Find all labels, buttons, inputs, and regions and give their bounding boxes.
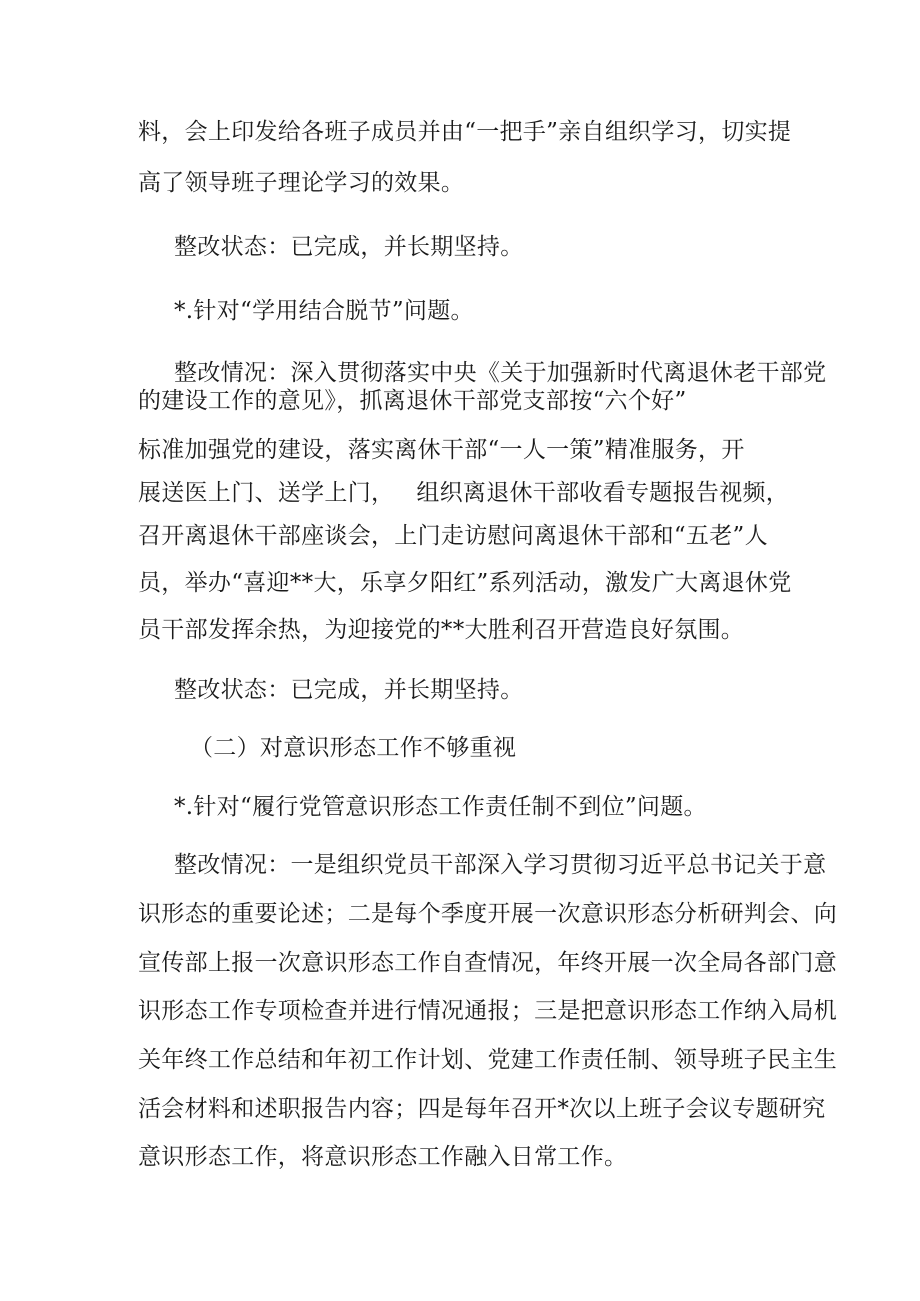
paragraph-line: 宣传部上报一次意识形态工作自查情况，年终开展一次全局各部门意: [138, 950, 837, 976]
paragraph-line: 标准加强党的建设，落实离休干部“一人一策”精准服务，开: [138, 437, 745, 463]
item-heading: *.针对“学用结合脱节”问题。: [174, 298, 474, 324]
paragraph-line: 活会材料和述职报告内容；四是每年召开*次以上班子会议专题研究: [138, 1096, 826, 1122]
paragraph-line: [138, 478, 789, 508]
paragraph-line: 的建设工作的意见》，抓离退休干部党支部按“六个好”: [138, 388, 687, 414]
paragraph-line: 员，举办“喜迎**大，乐享夕阳红”系列活动，激发广大离退休党: [138, 570, 792, 596]
paragraph-line: 整改情况：深入贯彻落实中央《关于加强新时代离退休老干部党: [174, 360, 827, 386]
paragraph-line-part: 展送医上门、送学上门，: [138, 480, 395, 506]
paragraph-line: 识形态工作专项检查并进行情况通报；三是把意识形态工作纳入局机: [138, 998, 837, 1024]
paragraph-line: 料，会上印发给各班子成员并由“一把手”亲自组织学习，切实提: [138, 119, 792, 145]
paragraph-line-part: 组织离退休干部收看专题报告视频，: [416, 480, 790, 506]
status-line: 整改状态：已完成，并长期坚持。: [174, 677, 524, 703]
item-heading: *.针对“履行党管意识形态工作责任制不到位”问题。: [174, 794, 707, 820]
paragraph-line: 意识形态工作，将意识形态工作融入日常工作。: [138, 1144, 628, 1170]
section-heading: （二）对意识形态工作不够重视: [190, 735, 517, 761]
paragraph-line: 关年终工作总结和年初工作计划、党建工作责任制、领导班子民主生: [138, 1047, 837, 1073]
status-line: 整改状态：已完成，并长期坚持。: [174, 234, 524, 260]
paragraph-line: 高了领导班子理论学习的效果。: [138, 170, 465, 196]
paragraph-line: 识形态的重要论述；二是每个季度开展一次意识形态分析研判会、向: [138, 901, 837, 927]
paragraph-line: 召开离退休干部座谈会，上门走访慰问离退休干部和“五老”人: [138, 523, 768, 549]
paragraph-line: 员干部发挥余热，为迎接党的**大胜利召开营造良好氛围。: [138, 617, 745, 643]
paragraph-line: 整改情况：一是组织党员干部深入学习贯彻习近平总书记关于意: [174, 852, 827, 878]
